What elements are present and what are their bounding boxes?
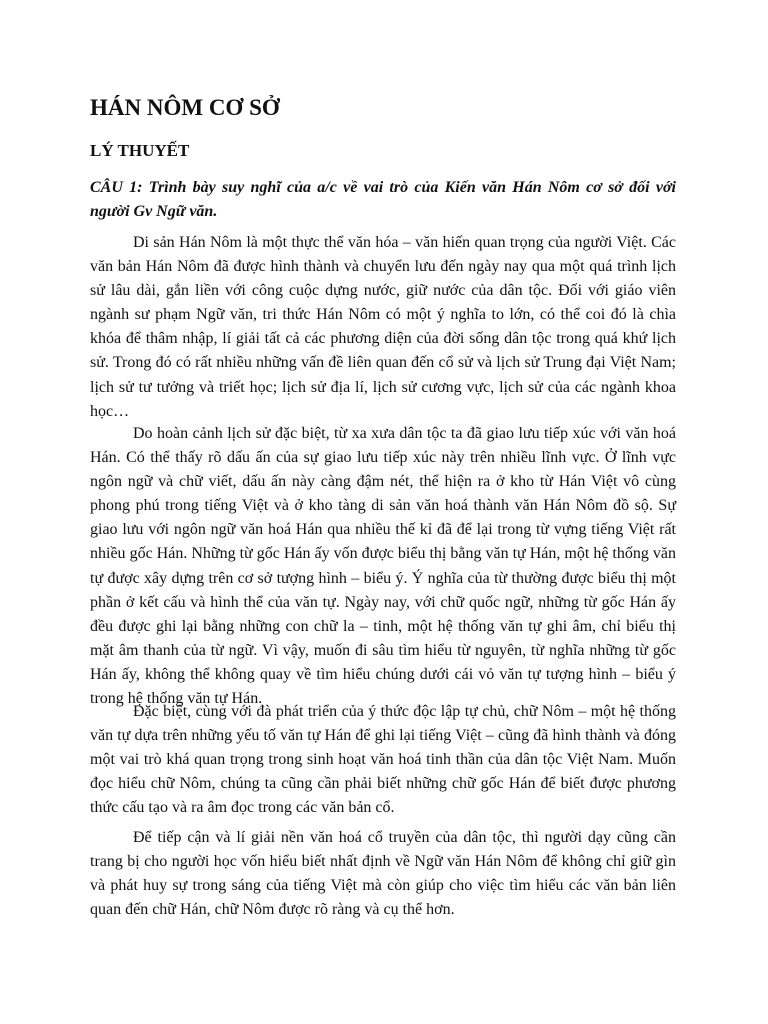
- paragraph-1: Di sản Hán Nôm là một thực thể văn hóa – văn hiến quan trọng của người Việt. Các văn bản Hán Nôm đã được hình thành và chuyển lưu đến ngày nay qua một quá trình lịch sử lâu dài, gắn liền với công cuộc dựng nước, giữ nước của dân tộc. Đối với giáo viên ngành sư phạm Ngữ văn, tri thức Hán Nôm có một ý nghĩa to lớn, có thể coi đó là chìa khóa để thâm nhập, lí giải tất cả các phương diện của đời sống dân tộc trong quá khứ lịch sử. Trong đó có rất nhiều những vấn đề liên quan đến cổ sử và lịch sử Trung đại Việt Nam; lịch sử tư tưởng và triết học; lịch sử địa lí, lịch sử cương vực, lịch sử của các ngành khoa học…: [90, 234, 676, 420]
- paragraph-4: Để tiếp cận và lí giải nền văn hoá cổ truyền của dân tộc, thì người dạy cũng cần trang bị cho người học vốn hiểu biết nhất định về Ngữ văn Hán Nôm để không chỉ giữ gìn và phát huy sự trong sáng của tiếng Việt mà còn giúp cho việc tìm hiểu các văn bản liên quan đến chữ Hán, chữ Nôm được rõ ràng và cụ thể hơn.: [90, 829, 676, 919]
- section-heading: LÝ THUYẾT: [90, 141, 190, 160]
- document-title: HÁN NÔM CƠ SỞ: [90, 95, 280, 120]
- question-text: CÂU 1: Trình bày suy nghĩ của a/c về vai trò của Kiến văn Hán Nôm cơ sở đối với người Gv Ngữ văn.: [90, 179, 676, 220]
- paragraph-2: Do hoàn cảnh lịch sử đặc biệt, từ xa xưa dân tộc ta đã giao lưu tiếp xúc với văn hoá Hán. Có thể thấy rõ dấu ấn của sự giao lưu tiếp xúc này trên nhiều lĩnh vực. Ở lĩnh vực ngôn ngữ và chữ viết, dấu ấn này càng đậm nét, thể hiện ra ở kho từ Hán Việt vô cùng phong phú trong tiếng Việt và ở kho tàng di sản văn hoá thành văn Hán Nôm đồ sộ. Sự giao lưu với ngôn ngữ văn hoá Hán qua nhiều thế kỉ đã để lại trong từ vựng tiếng Việt rất nhiều gốc Hán. Những từ gốc Hán ấy vốn được biểu thị bằng văn tự Hán, một hệ thống văn tự được xây dựng trên cơ sở tượng hình – biểu ý. Ý nghĩa của từ thường được biểu thị một phần ở kết cấu và hình thể của văn tự. Ngày nay, với chữ quốc ngữ, những từ gốc Hán ấy đều được ghi lại bằng những con chữ la – tinh, một hệ thống văn tự ghi âm, chỉ biểu thị mặt âm thanh của từ ngữ. Vì vậy, muốn đi sâu tìm hiểu từ nguyên, từ nghĩa những từ gốc Hán ấy, không thể không quay về tìm hiểu chúng dưới cái vỏ văn tự tượng hình – biểu ý trong hệ thống văn tự Hán.: [90, 425, 676, 708]
- paragraph-3: Đặc biệt, cùng với đà phát triển của ý thức độc lập tự chủ, chữ Nôm – một hệ thống văn tự dựa trên những yếu tố văn tự Hán để ghi lại tiếng Việt – cũng đã hình thành và đóng một vai trò khá quan trọng trong sinh hoạt văn hoá tinh thần của dân tộc Việt Nam. Muốn đọc hiểu chữ Nôm, chúng ta cũng cần phải biết những chữ gốc Hán để biết được phương thức cấu tạo và ra âm đọc trong các văn bản cổ.: [90, 703, 676, 817]
